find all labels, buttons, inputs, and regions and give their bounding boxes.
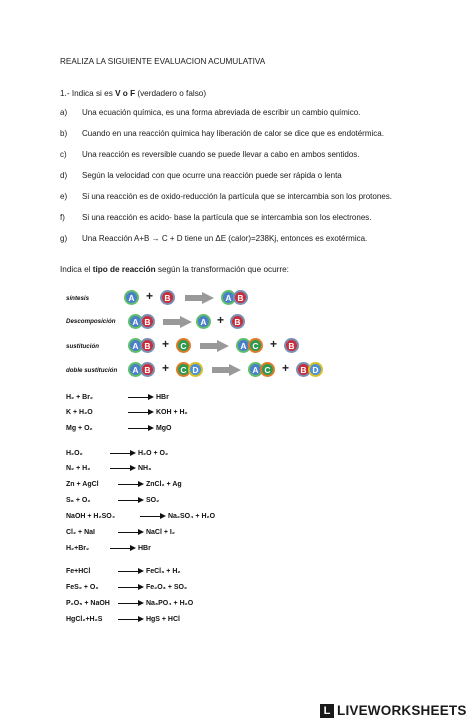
equation-left: NaOH + H₂SO₄ xyxy=(66,513,116,521)
ball-a: A xyxy=(236,338,251,353)
equation-left: S₈ + O₂ xyxy=(66,497,91,505)
reaction-arrow xyxy=(212,364,242,376)
equation-right: KOH + H₂ xyxy=(155,409,188,417)
arrow-icon xyxy=(110,450,136,457)
question-letter: e) xyxy=(60,192,68,201)
arrow-icon xyxy=(118,497,144,504)
ball-a: A xyxy=(221,290,236,305)
equation-left: Cl₂ + NaI xyxy=(66,529,95,537)
equation-right: SO₂ xyxy=(145,497,160,505)
label-sintesis: síntesis xyxy=(66,295,90,302)
equation-left: FeS₂ + O₂ xyxy=(66,584,99,592)
ball-d: D xyxy=(308,362,323,377)
equation-left: N₂ + H₂ xyxy=(66,465,91,473)
question-c xyxy=(60,150,360,159)
equation-right: NaCl + I₂ xyxy=(145,529,175,537)
equation-right: H₂O + O₂ xyxy=(137,450,169,458)
liveworksheets-logo xyxy=(320,703,467,718)
equation-right: Na₃PO₄ + H₂O xyxy=(145,600,194,608)
arrow-icon xyxy=(118,481,144,488)
question-text: Una Reacción A+B → C + D tiene un ΔE (calor)=238Kj, entonces es exotérmica. xyxy=(82,234,368,243)
arrow-icon xyxy=(118,616,144,623)
section2-suffix: según la transformación que ocurre: xyxy=(155,265,289,274)
equation xyxy=(66,465,151,472)
equation xyxy=(66,513,215,520)
ball-b: B xyxy=(296,362,311,377)
ball-b: B xyxy=(230,314,245,329)
question-text: Según la velocidad con que ocurre una reacción puede ser rápida o lenta xyxy=(82,171,342,180)
arrow-icon xyxy=(110,545,136,552)
equation xyxy=(66,394,169,401)
equation xyxy=(66,497,159,504)
reaction-arrow xyxy=(200,340,230,352)
question-letter: c) xyxy=(60,150,67,159)
ball-b: B xyxy=(140,362,155,377)
equation-left: Fe+HCl xyxy=(66,568,91,576)
equation-left: H₂ + Br₂ xyxy=(66,394,94,402)
equation-left: H₂O₂ xyxy=(66,450,83,458)
equation xyxy=(66,529,175,536)
question-g xyxy=(60,234,367,243)
label-descomposicion: Descomposición xyxy=(66,318,116,325)
plus-sign: + xyxy=(217,313,225,327)
question-letter: d) xyxy=(60,171,68,180)
reaction-arrow xyxy=(185,292,215,304)
ball-b: B xyxy=(140,338,155,353)
arrow-icon xyxy=(128,425,154,432)
equation-right: HBr xyxy=(155,394,169,402)
equation-left: Zn + AgCl xyxy=(66,481,99,489)
ball-b: B xyxy=(160,290,175,305)
question-text: Si una reacción es acido- base la partícula que se intercambia son los electrones. xyxy=(82,213,372,222)
equation-left: HgCl₂+H₂S xyxy=(66,616,103,624)
question-d xyxy=(60,171,342,180)
question-f xyxy=(60,213,372,222)
ball-d: D xyxy=(188,362,203,377)
ball-a: A xyxy=(124,290,139,305)
equation xyxy=(66,545,151,552)
equation-right: MgO xyxy=(155,425,172,433)
equation-right: Fe₂O₃ + SO₂ xyxy=(145,584,188,592)
equation-right: HBr xyxy=(137,545,151,553)
equation xyxy=(66,584,187,591)
question-text: Una reacción es reversible cuando se puede llevar a cabo en ambos sentidos. xyxy=(82,150,360,159)
question-a xyxy=(60,108,360,117)
equation xyxy=(66,616,180,623)
arrow-icon xyxy=(118,568,144,575)
ball-b: B xyxy=(233,290,248,305)
arrow-icon xyxy=(118,529,144,536)
ball-b: B xyxy=(284,338,299,353)
ball-c: C xyxy=(176,338,191,353)
equation-left: P₂O₅ + NaOH xyxy=(66,600,110,608)
equation xyxy=(66,450,168,457)
liveworksheets-icon: L xyxy=(320,704,334,718)
equation-left: Mg + O₂ xyxy=(66,425,93,433)
equation-right: NH₃ xyxy=(137,465,152,473)
page-title: REALIZA LA SIGUIENTE EVALUACION ACUMULATIVA xyxy=(60,57,266,66)
label-sustitucion: sustitución xyxy=(66,343,100,350)
ball-a: A xyxy=(128,362,143,377)
label-doble-sustitucion: doble sustitución xyxy=(66,367,118,374)
section1-heading xyxy=(60,89,206,98)
section1-suffix: (verdadero o falso) xyxy=(135,89,207,98)
ball-a: A xyxy=(128,338,143,353)
equation xyxy=(66,481,182,488)
ball-a: A xyxy=(128,314,143,329)
section2-prefix: Indica el xyxy=(60,265,93,274)
section2-bold: tipo de reacción xyxy=(92,265,156,274)
equation xyxy=(66,425,172,432)
equation-left: H₂+Br₂ xyxy=(66,545,90,553)
arrow-icon xyxy=(128,394,154,401)
question-letter: f) xyxy=(60,213,65,222)
reaction-arrow xyxy=(163,316,193,328)
arrow-icon xyxy=(140,513,166,520)
ball-c: C xyxy=(248,338,263,353)
question-letter: a) xyxy=(60,108,68,117)
liveworksheets-text: LIVEWORKSHEETS xyxy=(337,703,467,718)
arrow-icon xyxy=(110,465,136,472)
arrow-icon xyxy=(118,584,144,591)
question-letter: g) xyxy=(60,234,68,243)
equation xyxy=(66,409,188,416)
question-e xyxy=(60,192,392,201)
ball-b: B xyxy=(140,314,155,329)
equation-left: K + H₂O xyxy=(66,409,93,417)
section1-bold: V o F xyxy=(115,89,136,98)
equation-right: HgS + HCl xyxy=(145,616,180,624)
equation-right: FeCl₃ + H₂ xyxy=(145,568,181,576)
plus-sign: + xyxy=(162,361,170,375)
equation-right: Na₂SO₄ + H₂O xyxy=(167,513,216,521)
section1-prefix: 1.- Indica si es xyxy=(60,89,116,98)
arrow-icon xyxy=(118,600,144,607)
ball-a: A xyxy=(196,314,211,329)
ball-c: C xyxy=(176,362,191,377)
ball-a: A xyxy=(248,362,263,377)
equation xyxy=(66,600,193,607)
equation-right: ZnCl₂ + Ag xyxy=(145,481,182,489)
equation xyxy=(66,568,181,575)
plus-sign: + xyxy=(270,337,278,351)
question-text: Una ecuación química, es una forma abreviada de escribir un cambio químico. xyxy=(82,108,361,117)
ball-c: C xyxy=(260,362,275,377)
plus-sign: + xyxy=(282,361,290,375)
section2-heading xyxy=(60,265,289,274)
question-b xyxy=(60,129,384,138)
plus-sign: + xyxy=(146,289,154,303)
arrow-icon xyxy=(128,409,154,416)
question-text: Cuando en una reacción química hay liberación de calor se dice que es endotérmica. xyxy=(82,129,384,138)
question-letter: b) xyxy=(60,129,68,138)
plus-sign: + xyxy=(162,337,170,351)
question-text: Si una reacción es de oxido-reducción la partícula que se intercambia son los protones. xyxy=(82,192,392,201)
